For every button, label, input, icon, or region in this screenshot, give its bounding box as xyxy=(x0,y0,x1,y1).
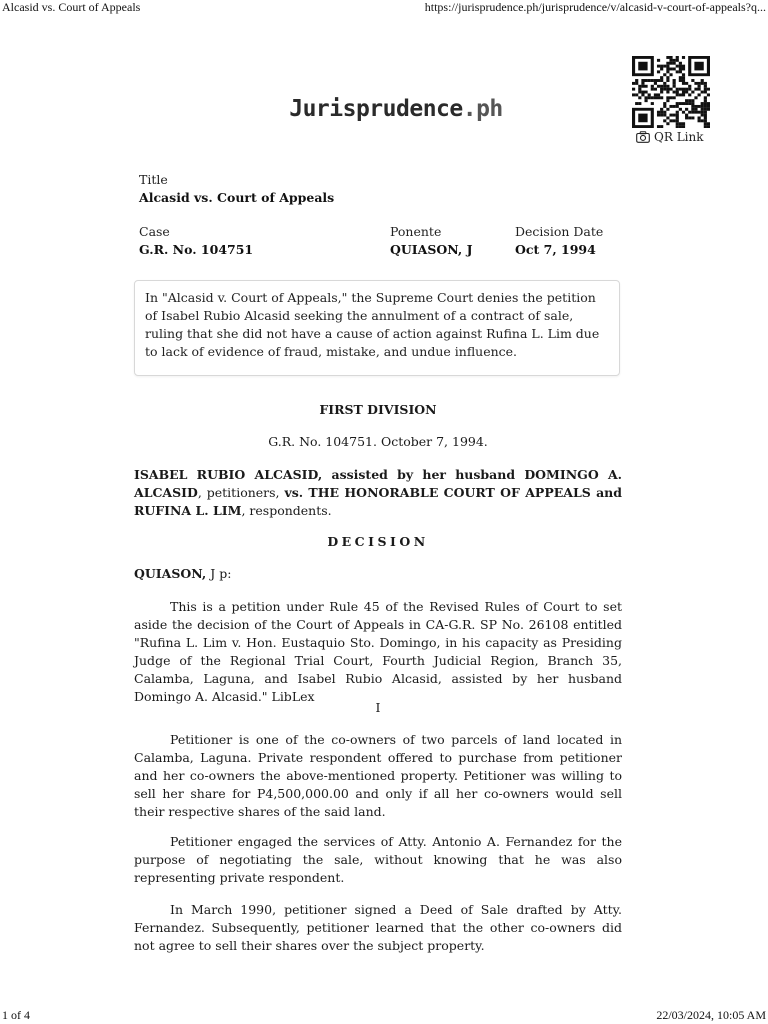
qr-link-label: QR Link xyxy=(654,130,704,144)
qr-code-image[interactable] xyxy=(632,56,710,128)
ponente-suffix: J p: xyxy=(206,566,232,581)
case-parties xyxy=(134,466,622,520)
qr-link[interactable] xyxy=(636,130,704,144)
section-numeral: I xyxy=(375,700,381,715)
paragraph-1: This is a petition under Rule 45 of the Revised Rules of Court to set aside the decision of the Court of Appeals in CA-G.R. SP No. 26108 entitled "Rufina L. Lim v. Hon. Eustaquio Sto. Domingo, in his capacity as Presiding Judge of the Regional Trial Court, Fourth Judicial Region, Branch 35, Calamba, Laguna, and Isabel Rubio Alcasid, assisted by her husband Domingo A. Alcasid." LibLex xyxy=(134,599,622,704)
print-header-title: Alcasid vs. Court of Appeals xyxy=(2,0,141,14)
case-label: Case xyxy=(139,224,170,239)
decision-date-value: Oct 7, 1994 xyxy=(515,242,596,257)
paragraph-4: In March 1990, petitioner signed a Deed of Sale drafted by Atty. Fernandez. Subsequently, petitioner learned that the other co-owners did not agree to sell their shares over the subject property. xyxy=(134,902,622,953)
ponente-name: QUIASON, xyxy=(134,566,207,581)
camera-icon xyxy=(636,131,650,143)
print-footer xyxy=(0,1008,768,1024)
print-header xyxy=(0,0,768,16)
print-datetime: 22/03/2024, 10:05 AM xyxy=(656,1008,766,1022)
ponente-line xyxy=(134,566,622,581)
title-label: Title xyxy=(139,172,168,187)
versus-text: vs. xyxy=(284,485,304,500)
page-count: 1 of 4 xyxy=(2,1008,30,1022)
decision-date-label: Decision Date xyxy=(515,224,604,239)
gr-number-line: G.R. No. 104751. October 7, 1994. xyxy=(268,434,488,449)
decision-heading: DECISION xyxy=(327,534,429,549)
logo-main: Jurisprudence xyxy=(289,96,463,122)
petitioner-role: , petitioners, xyxy=(197,485,285,500)
ponente-label: Ponente xyxy=(390,224,442,239)
qr-code-graphic xyxy=(632,56,710,128)
respondent-names: THE HONORABLE COURT OF APPEALS and RUFINA L. LIM xyxy=(134,485,623,518)
petitioner-names: ISABEL RUBIO ALCASID, assisted by her husband DOMINGO A. ALCASID xyxy=(134,467,622,500)
case-value: G.R. No. 104751 xyxy=(139,242,254,257)
logo-suffix: .ph xyxy=(462,96,503,122)
division-heading: FIRST DIVISION xyxy=(319,402,437,417)
paragraph-2: Petitioner is one of the co-owners of two parcels of land located in Calamba, Laguna. Private respondent offered to purchase from petitioner and her co-owners the above-mentioned property. Petitioner was willing to sell her share for P4,500,000.00 and only if all her co-owners would sell their respective shares of the said land. xyxy=(134,732,622,819)
title-value: Alcasid vs. Court of Appeals xyxy=(139,190,335,205)
respondent-role: , respondents. xyxy=(241,503,332,518)
paragraph-3: Petitioner engaged the services of Atty. Antonio A. Fernandez for the purpose of negotiating the sale, without knowing that he was also representing private respondent. xyxy=(134,834,622,885)
case-summary: In "Alcasid v. Court of Appeals," the Supreme Court denies the petition of Isabel Rubio Alcasid seeking the annulment of a contract of sale, ruling that she did not have a cause of action against Rufina L. Lim due to lack of evidence of fraud, mistake, and undue influence. xyxy=(134,280,620,376)
print-header-url[interactable]: https://jurisprudence.ph/jurisprudence/v/alcasid-v-court-of-appeals?q... xyxy=(424,0,766,14)
ponente-value: QUIASON, J xyxy=(390,242,473,257)
